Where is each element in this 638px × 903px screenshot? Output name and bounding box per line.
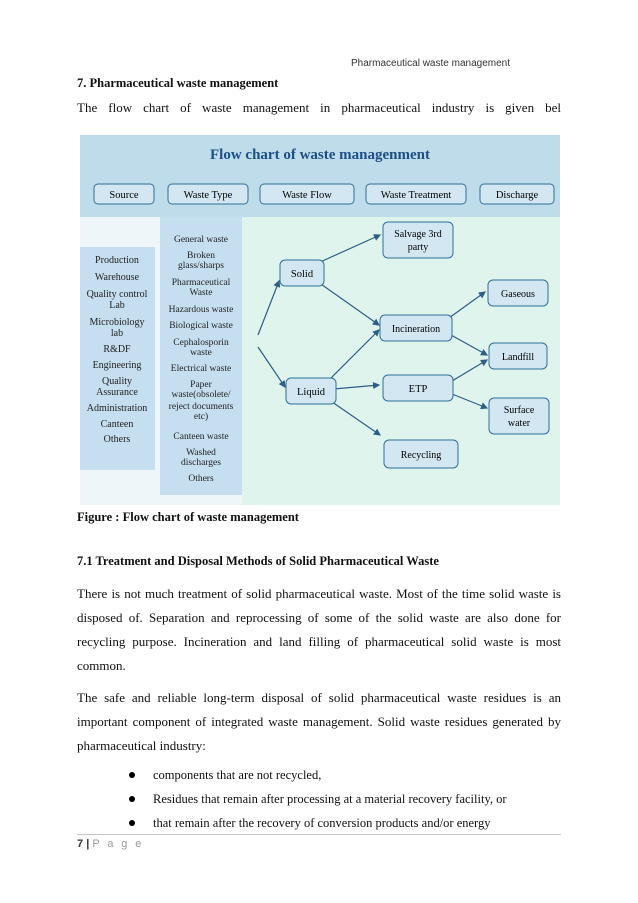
flow-box-solid: [280, 260, 324, 286]
bullet-icon: [129, 796, 135, 802]
figure-title: Flow chart of waste managenment: [210, 147, 430, 163]
svg-text:Pharmaceutical: Pharmaceutical: [171, 278, 231, 288]
svg-text:Gaseous: Gaseous: [501, 289, 535, 300]
svg-text:Waste: Waste: [189, 288, 213, 298]
svg-text:Canteen waste: Canteen waste: [173, 432, 229, 442]
svg-text:General waste: General waste: [173, 235, 229, 245]
bullet-icon: [129, 820, 135, 826]
paragraph-line: pharmaceutical industry:: [77, 738, 206, 753]
svg-text:R&DF: R&DF: [103, 344, 131, 355]
svg-text:ETP: ETP: [408, 384, 428, 395]
svg-text:Landfill: Landfill: [501, 352, 535, 363]
svg-text:Quality control: Quality control: [86, 289, 148, 300]
page-label: P a g e: [92, 838, 144, 850]
header-box-discharge: [480, 184, 554, 204]
bullet-list: [125, 763, 507, 835]
page-number: 7: [77, 838, 84, 850]
section-heading: 7. Pharmaceutical waste management: [77, 76, 279, 90]
discharge-box-gaseous: [488, 280, 548, 306]
intro-line: The flow chart of waste management in pharmaceutical industry is given bel: [77, 100, 561, 115]
figure-caption: Figure : Flow chart of waste management: [77, 510, 299, 524]
paragraph-line: The safe and reliable long-term disposal of solid pharmaceutical waste residues is an: [77, 690, 561, 705]
svg-text:Administration: Administration: [86, 403, 148, 414]
paragraph-line: recycling purpose. Incineration and land filling of pharmaceutical solid waste is most: [77, 634, 561, 649]
svg-text:Salvage 3rd: Salvage 3rd: [394, 229, 442, 240]
svg-text:Warehouse: Warehouse: [94, 272, 140, 283]
svg-text:Hazardous waste: Hazardous waste: [168, 305, 234, 315]
svg-text:party: party: [407, 242, 429, 253]
paragraph-line: important component of integrated waste management. Solid waste residues generated by: [77, 714, 561, 729]
discharge-box-landfill: [489, 343, 547, 369]
footer-separator: |: [86, 838, 90, 850]
bullet-icon: [129, 772, 135, 778]
svg-text:water: water: [507, 418, 531, 429]
svg-text:Source: Source: [109, 190, 139, 201]
svg-text:Others: Others: [103, 434, 131, 445]
svg-text:Electrical waste: Electrical waste: [170, 364, 232, 374]
svg-text:lab: lab: [110, 328, 124, 339]
flow-box-liquid: [286, 378, 336, 404]
svg-text:Others: Others: [188, 474, 214, 484]
svg-text:waste: waste: [190, 348, 212, 358]
svg-text:Paper: Paper: [190, 380, 212, 390]
footer-divider: [77, 834, 561, 835]
svg-text:Waste Flow: Waste Flow: [282, 190, 332, 201]
treatment-box-incineration: [380, 315, 452, 341]
svg-text:Quality: Quality: [102, 376, 132, 387]
header-box-source: [94, 184, 154, 204]
treatment-box-salvage: [383, 222, 453, 258]
svg-text:Production: Production: [95, 255, 139, 266]
svg-text:Waste Treatment: Waste Treatment: [380, 190, 452, 201]
svg-text:Incineration: Incineration: [391, 324, 441, 335]
header-box-waste-treatment: [366, 184, 466, 204]
paragraph-line: common.: [77, 658, 126, 673]
running-header: Pharmaceutical waste management: [351, 58, 510, 69]
svg-text:Lab: Lab: [109, 300, 125, 311]
list-item: components that are not recycled,: [125, 763, 507, 787]
svg-text:Waste Type: Waste Type: [183, 190, 233, 201]
svg-text:Recycling: Recycling: [400, 450, 442, 461]
subsection-heading: 7.1 Treatment and Disposal Methods of Solid Pharmaceutical Waste: [77, 554, 439, 568]
svg-text:Washed: Washed: [186, 448, 216, 458]
svg-text:Liquid: Liquid: [297, 387, 325, 398]
svg-text:Canteen: Canteen: [100, 419, 134, 430]
header-box-waste-type: [168, 184, 248, 204]
header-box-waste-flow: [260, 184, 354, 204]
discharge-box-surface-water: [489, 398, 549, 434]
svg-text:glass/sharps: glass/sharps: [178, 261, 224, 271]
treatment-box-etp: [383, 375, 453, 401]
flow-chart-figure: [80, 135, 560, 505]
svg-text:Cephalosporin: Cephalosporin: [173, 338, 229, 348]
svg-text:discharges: discharges: [181, 458, 221, 468]
paragraph-line: There is not much treatment of solid pharmaceutical waste. Most of the time solid waste is: [77, 586, 561, 601]
list-item: that remain after the recovery of conversion products and/or energy: [125, 811, 507, 835]
svg-text:Discharge: Discharge: [495, 190, 539, 201]
svg-text:etc): etc): [193, 412, 209, 422]
svg-text:Microbiology: Microbiology: [89, 317, 145, 328]
page-footer: [77, 838, 144, 850]
svg-text:Biological waste: Biological waste: [169, 321, 233, 331]
list-item: Residues that remain after processing at a material recovery facility, or: [125, 787, 507, 811]
treatment-box-recycling: [384, 440, 458, 468]
svg-text:Solid: Solid: [290, 269, 314, 280]
svg-text:Broken: Broken: [187, 251, 215, 261]
paragraph-line: disposed of. Separation and reprocessing of some of the solid waste are also done for: [77, 610, 561, 625]
svg-text:Assurance: Assurance: [96, 387, 138, 398]
svg-text:reject documents: reject documents: [168, 402, 234, 412]
svg-text:Engineering: Engineering: [92, 360, 142, 371]
svg-text:Surface: Surface: [503, 405, 535, 416]
svg-text:waste(obsolete/: waste(obsolete/: [171, 390, 231, 400]
